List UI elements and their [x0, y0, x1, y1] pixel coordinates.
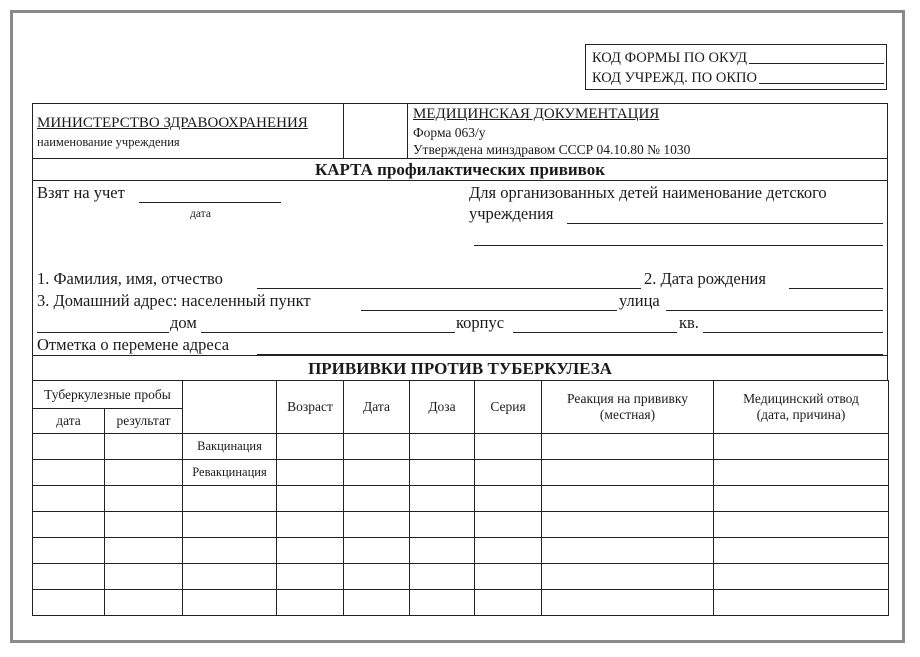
registered-date-field[interactable] — [139, 202, 281, 203]
birth-date-field[interactable] — [789, 288, 883, 289]
institution-label: учреждения — [469, 204, 554, 223]
okpo-label: КОД УЧРЕЖД. ПО ОКПО — [592, 70, 757, 86]
okud-label: КОД ФОРМЫ ПО ОКУД — [592, 50, 748, 66]
table-cell[interactable] — [475, 486, 542, 512]
form-codes-box — [585, 44, 887, 90]
address-label: 3. Домашний адрес: населенный пункт — [37, 291, 311, 310]
table-cell[interactable] — [714, 512, 889, 538]
house-label: дом — [170, 313, 197, 332]
tb-vaccination-table — [32, 380, 889, 616]
table-cell[interactable] — [277, 564, 344, 590]
personal-fields — [32, 180, 888, 356]
table-cell[interactable] — [33, 434, 105, 460]
table-cell[interactable] — [542, 460, 714, 486]
exemption-header: Медицинский отвод (дата, причина) — [714, 381, 889, 434]
table-cell[interactable] — [542, 512, 714, 538]
card-title: КАРТА профилактических прививок — [32, 158, 888, 181]
procedure-cell: Вакцинация — [183, 434, 277, 460]
table-cell[interactable] — [410, 564, 475, 590]
procedure-cell: Ревакцинация — [183, 460, 277, 486]
table-cell[interactable] — [105, 590, 183, 616]
tb-date-header: дата — [33, 409, 105, 434]
apartment-label: кв. — [679, 313, 699, 332]
table-cell[interactable] — [714, 590, 889, 616]
table-cell[interactable] — [542, 486, 714, 512]
apartment-field[interactable] — [703, 332, 883, 333]
table-cell[interactable] — [33, 590, 105, 616]
table-cell[interactable] — [344, 460, 410, 486]
table-cell[interactable] — [277, 590, 344, 616]
table-cell[interactable] — [105, 512, 183, 538]
okud-line — [592, 47, 884, 67]
building-field[interactable] — [513, 332, 677, 333]
table-cell[interactable] — [344, 512, 410, 538]
table-cell[interactable] — [277, 486, 344, 512]
series-header: Серия — [475, 381, 542, 434]
tb-section-title: ПРИВИВКИ ПРОТИВ ТУБЕРКУЛЕЗА — [32, 355, 888, 381]
full-name-label: 1. Фамилия, имя, отчество — [37, 269, 223, 288]
table-cell[interactable] — [277, 512, 344, 538]
table-row — [33, 486, 889, 512]
dose-header: Доза — [410, 381, 475, 434]
form-header — [32, 103, 888, 159]
procedure-cell — [183, 486, 277, 512]
address-extra-field[interactable] — [37, 332, 169, 333]
institution-field[interactable] — [567, 223, 883, 224]
street-field[interactable] — [666, 310, 883, 311]
okpo-field[interactable] — [759, 83, 884, 84]
ministry-name: МИНИСТЕРСТВО ЗДРАВООХРАНЕНИЯ — [37, 115, 308, 131]
procedure-cell — [183, 564, 277, 590]
table-cell[interactable] — [542, 538, 714, 564]
table-cell[interactable] — [475, 512, 542, 538]
tb-result-header: результат — [105, 409, 183, 434]
table-cell[interactable] — [277, 538, 344, 564]
age-header: Возраст — [277, 381, 344, 434]
table-cell[interactable] — [344, 486, 410, 512]
table-cell[interactable] — [714, 434, 889, 460]
building-label: корпус — [456, 313, 505, 332]
table-cell[interactable] — [475, 564, 542, 590]
locality-field[interactable] — [361, 310, 617, 311]
okud-field[interactable] — [749, 63, 884, 64]
procedure-cell — [183, 538, 277, 564]
table-cell[interactable] — [277, 460, 344, 486]
table-cell[interactable] — [344, 434, 410, 460]
table-cell[interactable] — [33, 564, 105, 590]
reaction-header: Реакция на прививку (местная) — [542, 381, 714, 434]
okpo-line — [592, 67, 884, 87]
doc-info-cell — [407, 104, 887, 158]
table-cell[interactable] — [33, 512, 105, 538]
procedure-header — [183, 381, 277, 434]
table-row — [33, 564, 889, 590]
date-caption: дата — [190, 208, 211, 220]
table-cell[interactable] — [105, 486, 183, 512]
table-cell[interactable] — [105, 434, 183, 460]
table-row — [33, 434, 889, 460]
birth-date-label: 2. Дата рождения — [644, 269, 766, 288]
procedure-cell — [183, 512, 277, 538]
table-cell[interactable] — [714, 564, 889, 590]
table-cell[interactable] — [542, 590, 714, 616]
table-cell[interactable] — [105, 564, 183, 590]
table-cell[interactable] — [33, 486, 105, 512]
table-cell[interactable] — [33, 460, 105, 486]
doc-type: МЕДИЦИНСКАЯ ДОКУМЕНТАЦИЯ — [413, 106, 660, 122]
street-label: улица — [619, 291, 660, 310]
table-cell[interactable] — [714, 486, 889, 512]
procedure-cell — [183, 590, 277, 616]
table-row — [33, 460, 889, 486]
table-cell[interactable] — [714, 538, 889, 564]
registered-label: Взят на учет — [37, 183, 125, 202]
table-cell[interactable] — [475, 590, 542, 616]
table-cell[interactable] — [475, 434, 542, 460]
table-cell[interactable] — [410, 434, 475, 460]
org-children-label: Для организованных детей наименование детского — [469, 183, 827, 202]
institution-field-2[interactable] — [474, 245, 883, 246]
address-change-label: Отметка о перемене адреса — [37, 335, 230, 354]
table-cell[interactable] — [277, 434, 344, 460]
table-cell[interactable] — [410, 460, 475, 486]
table-row — [33, 512, 889, 538]
table-cell[interactable] — [542, 434, 714, 460]
header-blank-cell — [343, 104, 408, 158]
table-cell[interactable] — [410, 590, 475, 616]
table-row — [33, 538, 889, 564]
table-cell[interactable] — [105, 538, 183, 564]
table-cell[interactable] — [33, 538, 105, 564]
vacc-date-header: Дата — [344, 381, 410, 434]
table-cell[interactable] — [344, 564, 410, 590]
table-cell[interactable] — [475, 538, 542, 564]
table-cell[interactable] — [105, 460, 183, 486]
full-name-field[interactable] — [257, 288, 641, 289]
table-cell[interactable] — [542, 564, 714, 590]
table-cell[interactable] — [344, 538, 410, 564]
table-cell[interactable] — [410, 486, 475, 512]
form-number: Форма 063/у — [413, 125, 486, 140]
table-row — [33, 590, 889, 616]
tb-tests-header: Туберкулезные пробы — [33, 381, 183, 409]
house-field[interactable] — [201, 332, 455, 333]
table-cell[interactable] — [410, 538, 475, 564]
institution-caption: наименование учреждения — [37, 135, 180, 149]
table-cell[interactable] — [344, 590, 410, 616]
table-cell[interactable] — [475, 460, 542, 486]
table-cell[interactable] — [714, 460, 889, 486]
table-cell[interactable] — [410, 512, 475, 538]
ministry-cell — [33, 104, 344, 158]
approval-note: Утверждена минздравом СССР 04.10.80 № 1030 — [413, 142, 691, 157]
